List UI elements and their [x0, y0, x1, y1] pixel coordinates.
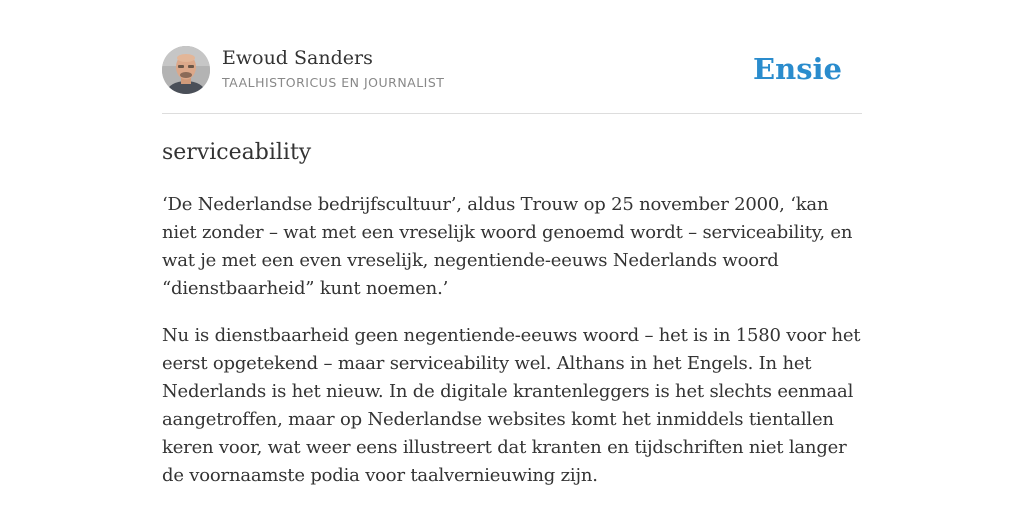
author-header [162, 0, 862, 114]
article-paragraph: Nu is dienstbaarheid geen negentiende-eeuws woord – het is in 1580 voor het eerst opgetekend – maar serviceability wel. Althans in het Engels. In het Nederlands is het nieuw. In de digitale krantenleggers is het slechts eenmaal aangetroffen, maar op Nederlandse websites komt het inmiddels tientallen keren voor, wat weer eens illustreert dat kranten en tijdschriften niet langer de voornaamste podia voor taalvernieuwing zijn. [162, 325, 861, 486]
article-title: serviceability [162, 140, 312, 165]
article-body [162, 191, 862, 490]
author-role: TAALHISTORICUS EN JOURNALIST [222, 75, 445, 90]
content-column [162, 0, 862, 509]
article-paragraph: ‘De Nederlandse bedrijfscultuur’, aldus Trouw op 25 november 2000, ‘kan niet zonder – wat met een vreselijk woord genoemd wordt – serviceability, en wat je met een even vreselijk, negentiende-eeuws Nederlands woord “dienstbaarheid” kunt noemen.’ [162, 194, 853, 299]
author-avatar[interactable] [162, 46, 210, 94]
author-photo-icon [162, 46, 210, 94]
author-name[interactable]: Ewoud Sanders [222, 47, 373, 69]
brand-logo-link[interactable]: Ensie [753, 52, 842, 86]
